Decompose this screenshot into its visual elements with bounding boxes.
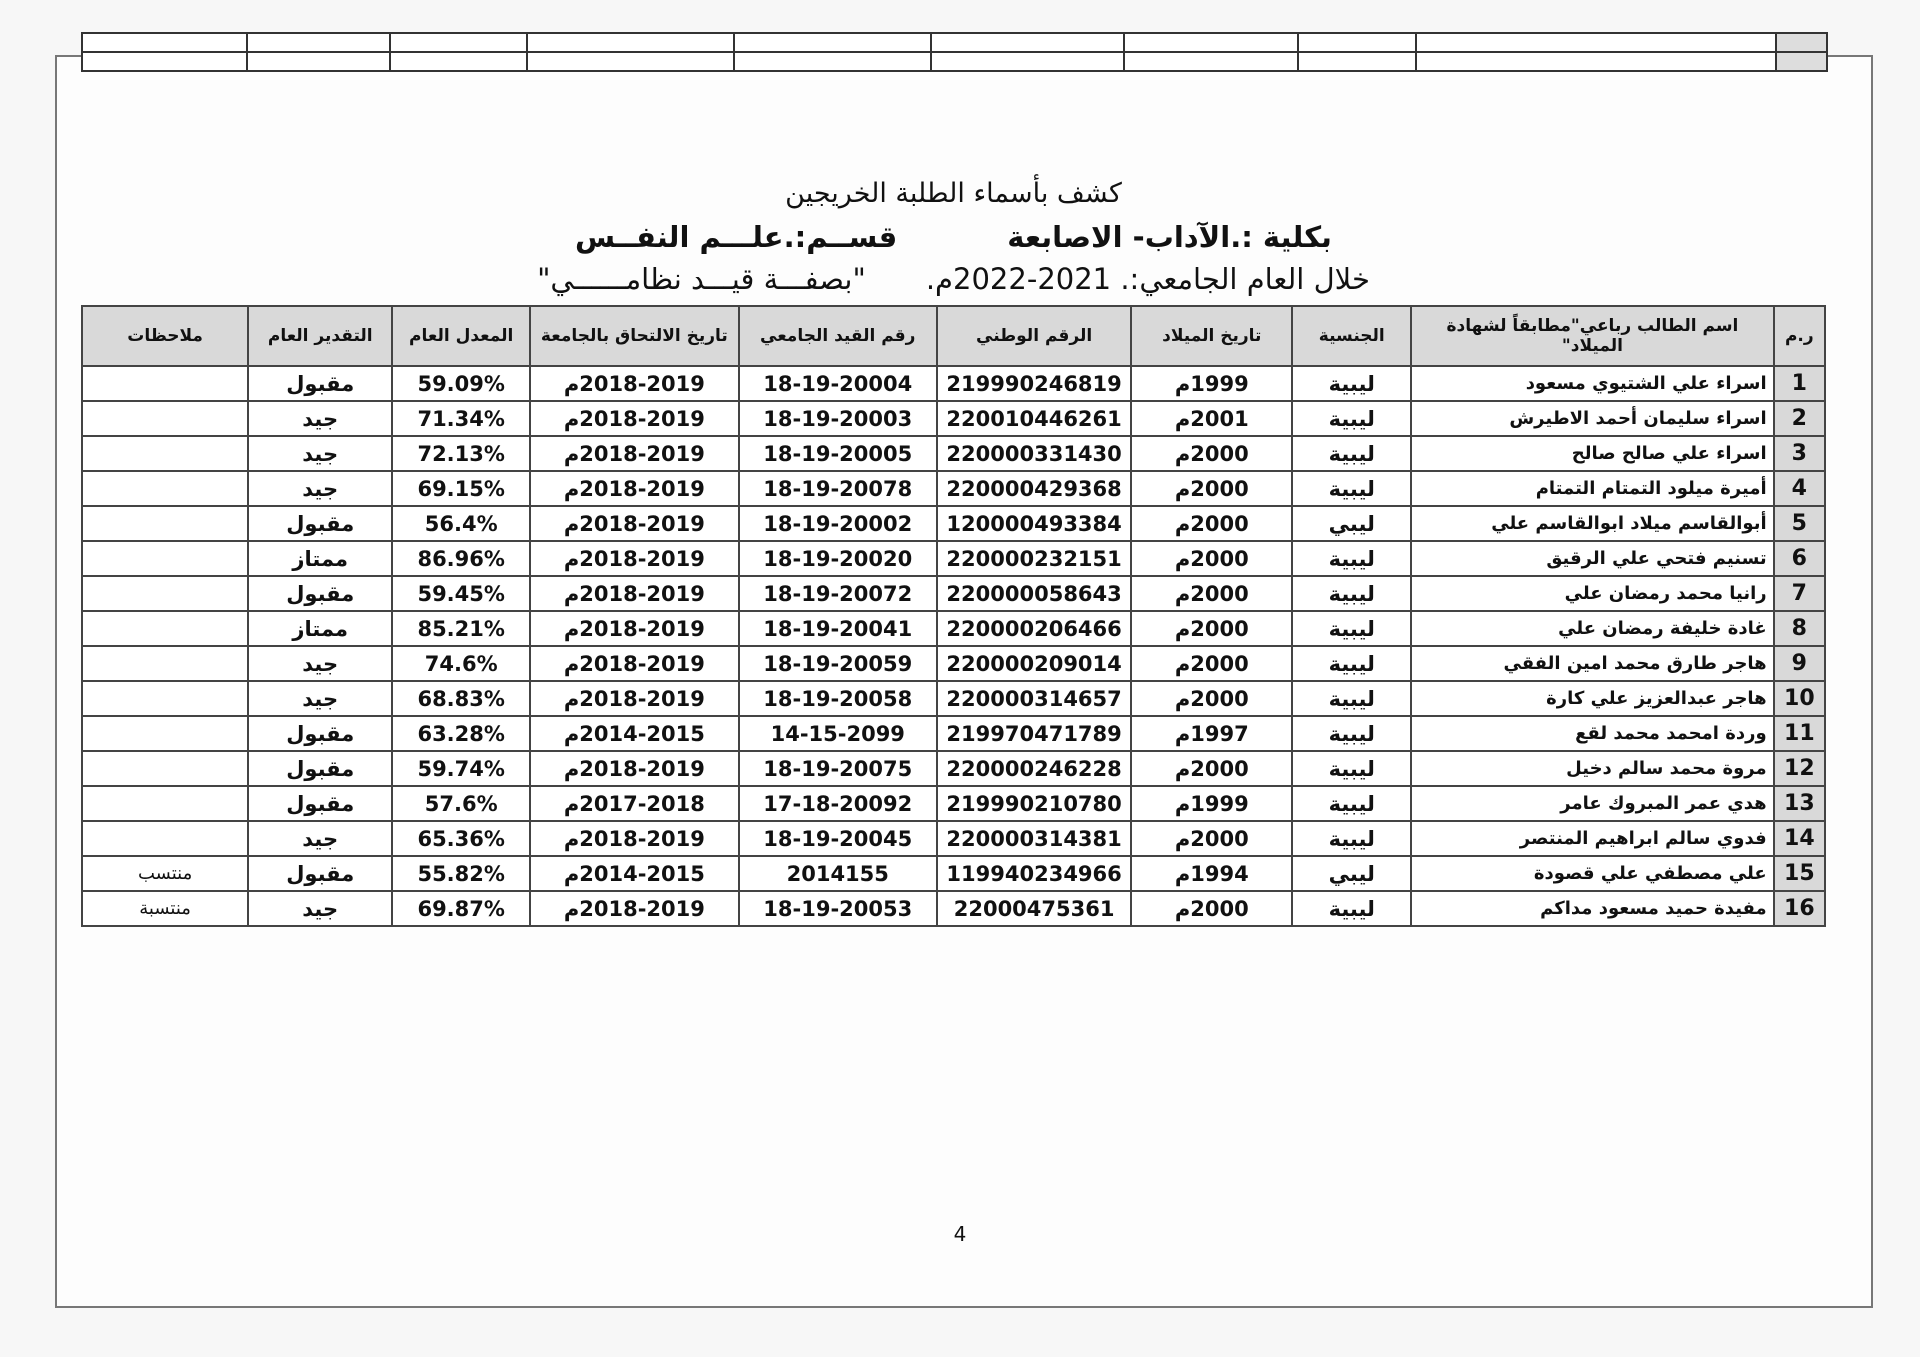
table-row (82, 541, 1825, 576)
cell-index: 15 (1774, 856, 1825, 891)
cell-nationality: ليبي (1292, 856, 1411, 891)
faculty-label: بكلية :.الآداب- الاصابعة (1007, 220, 1332, 254)
cell-registration-number: 14-15-2099 (739, 716, 937, 751)
cell-birth-date: 2001م (1131, 401, 1292, 436)
cell-enrollment-date: 2014-2015م (530, 856, 738, 891)
cell-index: 8 (1774, 611, 1825, 646)
cell-enrollment-date: 2014-2015م (530, 716, 738, 751)
cell-gpa: 69.87% (392, 891, 530, 926)
cell-national-id: 220000331430 (937, 436, 1131, 471)
document-title: كشف بأسماء الطلبة الخريجين (785, 178, 1122, 209)
graduates-table (81, 305, 1826, 927)
cell-notes (82, 576, 248, 611)
cell-birth-date: 1999م (1131, 786, 1292, 821)
cell-national-id: 220000058643 (937, 576, 1131, 611)
cell-notes (82, 681, 248, 716)
previous-page-table-fragment (81, 32, 1828, 72)
header-enrollment-date: تاريخ الالتحاق بالجامعة (530, 306, 738, 366)
cell-index: 6 (1774, 541, 1825, 576)
cell-birth-date: 2000م (1131, 891, 1292, 926)
cell-grade: مقبول (248, 751, 392, 786)
cell-nationality: ليبية (1292, 891, 1411, 926)
header-gpa: المعدل العام (392, 306, 530, 366)
table-row (82, 751, 1825, 786)
cell-national-id: 219970471789 (937, 716, 1131, 751)
cell-name: علي مصطفي علي قصودة (1411, 856, 1773, 891)
cell-enrollment-date: 2018-2019م (530, 541, 738, 576)
cell-national-id: 220000314381 (937, 821, 1131, 856)
cell-registration-number: 18-19-20020 (739, 541, 937, 576)
cell-grade: مقبول (248, 716, 392, 751)
cell-national-id: 220010446261 (937, 401, 1131, 436)
cell-name: أميرة ميلود التمتام التمتام (1411, 471, 1773, 506)
table-row (82, 506, 1825, 541)
cell-grade: مقبول (248, 366, 392, 401)
cell-grade: جيد (248, 681, 392, 716)
cell-birth-date: 2000م (1131, 751, 1292, 786)
cell-nationality: ليبية (1292, 541, 1411, 576)
cell-enrollment-date: 2018-2019م (530, 366, 738, 401)
cell-index: 4 (1774, 471, 1825, 506)
cell-registration-number: 18-19-20005 (739, 436, 937, 471)
header-birth-date: تاريخ الميلاد (1131, 306, 1292, 366)
cell-name: هاجر طارق محمد امين الفقي (1411, 646, 1773, 681)
table-row (82, 401, 1825, 436)
cell-name: اسراء سليمان أحمد الاطيرش (1411, 401, 1773, 436)
cell-name: فدوي سالم ابراهيم المنتصر (1411, 821, 1773, 856)
cell-nationality: ليبية (1292, 646, 1411, 681)
cell-enrollment-date: 2018-2019م (530, 471, 738, 506)
cell-notes: منتسبة (82, 891, 248, 926)
cell-enrollment-date: 2018-2019م (530, 611, 738, 646)
cell-gpa: 71.34% (392, 401, 530, 436)
cell-registration-number: 17-18-20092 (739, 786, 937, 821)
cell-index: 13 (1774, 786, 1825, 821)
cell-grade: جيد (248, 646, 392, 681)
cell-gpa: 68.83% (392, 681, 530, 716)
cell-birth-date: 2000م (1131, 681, 1292, 716)
cell-index: 1 (1774, 366, 1825, 401)
cell-registration-number: 18-19-20075 (739, 751, 937, 786)
header-nationality: الجنسية (1292, 306, 1411, 366)
cell-notes (82, 821, 248, 856)
table-row (82, 681, 1825, 716)
cell-notes (82, 646, 248, 681)
cell-notes (82, 786, 248, 821)
cell-enrollment-date: 2018-2019م (530, 506, 738, 541)
cell-index: 9 (1774, 646, 1825, 681)
cell-enrollment-date: 2018-2019م (530, 436, 738, 471)
cell-name: وردة امحمد محمد لقع (1411, 716, 1773, 751)
cell-national-id: 220000206466 (937, 611, 1131, 646)
cell-grade: جيد (248, 471, 392, 506)
cell-name: مروة محمد سالم دخيل (1411, 751, 1773, 786)
cell-notes (82, 506, 248, 541)
cell-nationality: ليبية (1292, 366, 1411, 401)
cell-enrollment-date: 2018-2019م (530, 681, 738, 716)
enrollment-status-label: "بصفـــة قيـــد نظامــــــي" (537, 262, 866, 296)
table-row (82, 611, 1825, 646)
cell-national-id: 220000429368 (937, 471, 1131, 506)
cell-index: 11 (1774, 716, 1825, 751)
cell-national-id: 220000314657 (937, 681, 1131, 716)
cell-registration-number: 18-19-20078 (739, 471, 937, 506)
cell-gpa: 59.74% (392, 751, 530, 786)
cell-registration-number: 18-19-20002 (739, 506, 937, 541)
cell-national-id: 120000493384 (937, 506, 1131, 541)
cell-nationality: ليبية (1292, 786, 1411, 821)
cell-registration-number: 2014155 (739, 856, 937, 891)
cell-grade: مقبول (248, 856, 392, 891)
table-row (82, 436, 1825, 471)
table-row (82, 891, 1825, 926)
cell-name: رانيا محمد رمضان علي (1411, 576, 1773, 611)
cell-registration-number: 18-19-20059 (739, 646, 937, 681)
cell-birth-date: 2000م (1131, 611, 1292, 646)
cell-registration-number: 18-19-20003 (739, 401, 937, 436)
cell-national-id: 22000475361 (937, 891, 1131, 926)
cell-nationality: ليبية (1292, 576, 1411, 611)
cell-notes (82, 471, 248, 506)
table-row (82, 821, 1825, 856)
cell-name: اسراء علي صالح صالح (1411, 436, 1773, 471)
cell-notes (82, 366, 248, 401)
cell-name: مفيدة حميد مسعود مداكم (1411, 891, 1773, 926)
cell-registration-number: 18-19-20045 (739, 821, 937, 856)
cell-gpa: 72.13% (392, 436, 530, 471)
cell-nationality: ليبية (1292, 401, 1411, 436)
cell-name: هاجر عبدالعزيز علي كارة (1411, 681, 1773, 716)
cell-notes: منتسب (82, 856, 248, 891)
cell-name: هدي عمر المبروك عامر (1411, 786, 1773, 821)
cell-name: اسراء علي الشتيوي مسعود (1411, 366, 1773, 401)
academic-year-line (81, 262, 1826, 296)
cell-national-id: 219990246819 (937, 366, 1131, 401)
cell-name: تسنيم فتحي علي الرقيق (1411, 541, 1773, 576)
cell-index: 5 (1774, 506, 1825, 541)
cell-name: غادة خليفة رمضان علي (1411, 611, 1773, 646)
cell-registration-number: 18-19-20072 (739, 576, 937, 611)
cell-grade: جيد (248, 401, 392, 436)
table-header-row (82, 306, 1825, 366)
table-row (82, 786, 1825, 821)
table-row (82, 366, 1825, 401)
cell-national-id: 220000246228 (937, 751, 1131, 786)
cell-notes (82, 436, 248, 471)
cell-grade: ممتاز (248, 611, 392, 646)
cell-birth-date: 2000م (1131, 646, 1292, 681)
cell-enrollment-date: 2018-2019م (530, 401, 738, 436)
cell-national-id: 219990210780 (937, 786, 1131, 821)
cell-national-id: 220000209014 (937, 646, 1131, 681)
table-row (82, 471, 1825, 506)
cell-nationality: ليبية (1292, 471, 1411, 506)
cell-enrollment-date: 2018-2019م (530, 576, 738, 611)
cell-birth-date: 2000م (1131, 471, 1292, 506)
cell-gpa: 86.96% (392, 541, 530, 576)
cell-grade: مقبول (248, 576, 392, 611)
cell-index: 16 (1774, 891, 1825, 926)
cell-gpa: 55.82% (392, 856, 530, 891)
cell-birth-date: 1994م (1131, 856, 1292, 891)
cell-gpa: 57.6% (392, 786, 530, 821)
cell-registration-number: 18-19-20041 (739, 611, 937, 646)
cell-birth-date: 2000م (1131, 436, 1292, 471)
header-national-id: الرقم الوطني (937, 306, 1131, 366)
cell-gpa: 69.15% (392, 471, 530, 506)
cell-gpa: 65.36% (392, 821, 530, 856)
header-grade: التقدير العام (248, 306, 392, 366)
cell-nationality: ليبية (1292, 681, 1411, 716)
cell-nationality: ليبية (1292, 821, 1411, 856)
table-row (82, 856, 1825, 891)
cell-notes (82, 401, 248, 436)
table-row (82, 576, 1825, 611)
department-label: قســم:.علـــم النفــس (575, 220, 898, 254)
cell-grade: جيد (248, 821, 392, 856)
cell-gpa: 59.09% (392, 366, 530, 401)
cell-registration-number: 18-19-20058 (739, 681, 937, 716)
cell-nationality: ليبية (1292, 611, 1411, 646)
cell-enrollment-date: 2018-2019م (530, 751, 738, 786)
cell-registration-number: 18-19-20053 (739, 891, 937, 926)
cell-index: 12 (1774, 751, 1825, 786)
cell-notes (82, 611, 248, 646)
cell-name: أبوالقاسم ميلاد ابوالقاسم علي (1411, 506, 1773, 541)
cell-grade: ممتاز (248, 541, 392, 576)
cell-gpa: 59.45% (392, 576, 530, 611)
cell-nationality: ليبي (1292, 506, 1411, 541)
cell-birth-date: 1997م (1131, 716, 1292, 751)
header-notes: ملاحظات (82, 306, 248, 366)
cell-national-id: 220000232151 (937, 541, 1131, 576)
cell-gpa: 85.21% (392, 611, 530, 646)
cell-notes (82, 751, 248, 786)
cell-birth-date: 2000م (1131, 506, 1292, 541)
cell-registration-number: 18-19-20004 (739, 366, 937, 401)
header-name: اسم الطالب رباعي"مطابقاً لشهادة الميلاد" (1411, 306, 1773, 366)
cell-grade: جيد (248, 436, 392, 471)
cell-nationality: ليبية (1292, 716, 1411, 751)
cell-enrollment-date: 2018-2019م (530, 646, 738, 681)
cell-birth-date: 2000م (1131, 576, 1292, 611)
table-row (82, 716, 1825, 751)
cell-gpa: 63.28% (392, 716, 530, 751)
faculty-department-line (81, 220, 1826, 254)
cell-birth-date: 2000م (1131, 821, 1292, 856)
cell-grade: مقبول (248, 506, 392, 541)
cell-index: 7 (1774, 576, 1825, 611)
cell-birth-date: 2000م (1131, 541, 1292, 576)
table-row (82, 646, 1825, 681)
cell-birth-date: 1999م (1131, 366, 1292, 401)
cell-grade: مقبول (248, 786, 392, 821)
cell-grade: جيد (248, 891, 392, 926)
cell-gpa: 56.4% (392, 506, 530, 541)
header-registration-number: رقم القيد الجامعي (739, 306, 937, 366)
cell-enrollment-date: 2017-2018م (530, 786, 738, 821)
header-index: ر.م (1774, 306, 1825, 366)
cell-notes (82, 716, 248, 751)
cell-index: 14 (1774, 821, 1825, 856)
cell-index: 2 (1774, 401, 1825, 436)
cell-index: 3 (1774, 436, 1825, 471)
cell-enrollment-date: 2018-2019م (530, 891, 738, 926)
cell-national-id: 119940234966 (937, 856, 1131, 891)
cell-enrollment-date: 2018-2019م (530, 821, 738, 856)
cell-index: 10 (1774, 681, 1825, 716)
cell-notes (82, 541, 248, 576)
cell-nationality: ليبية (1292, 751, 1411, 786)
academic-year-label: خلال العام الجامعي:. 2021-2022م. (925, 262, 1370, 296)
cell-gpa: 74.6% (392, 646, 530, 681)
cell-nationality: ليبية (1292, 436, 1411, 471)
page-number: 4 (953, 1222, 967, 1246)
